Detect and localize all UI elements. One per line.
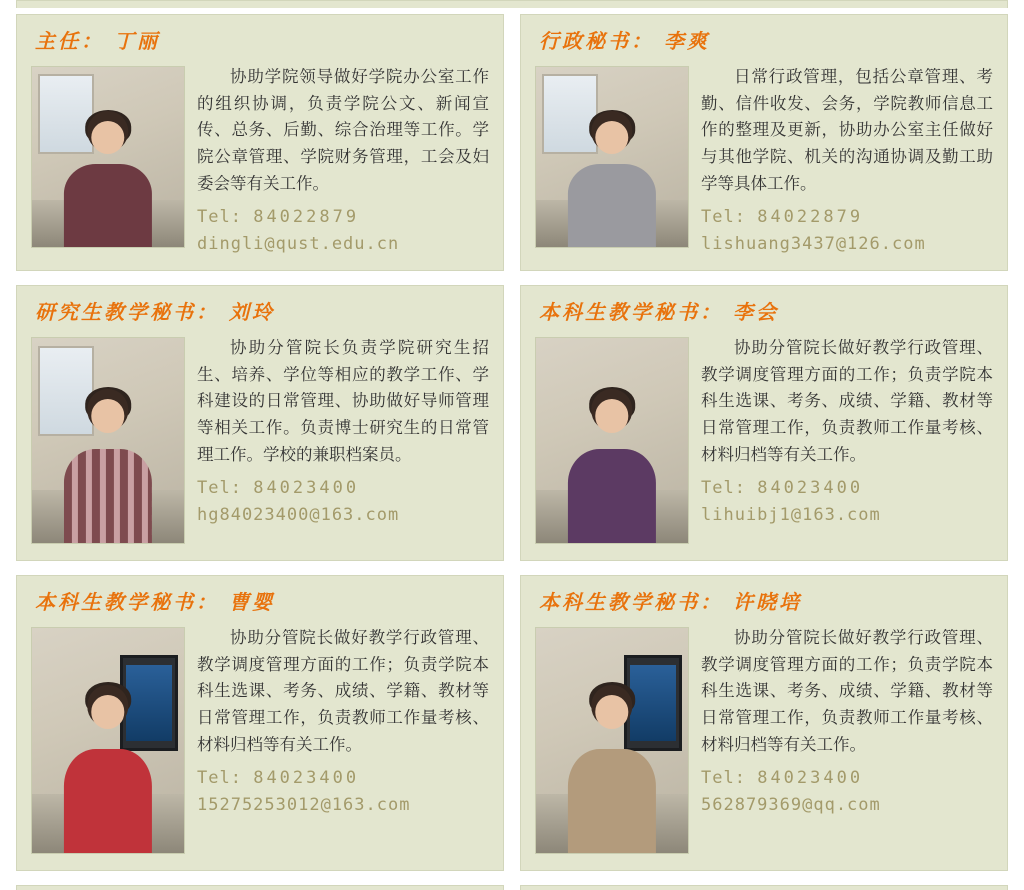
tel-value: 84023400 <box>253 767 360 788</box>
staff-email[interactable]: 562879369@qq.com <box>701 794 881 815</box>
staff-title: 研究生教学秘书： 刘玲 <box>35 299 275 324</box>
staff-description: 日常行政管理，包括公章管理、考勤、信件收发、会务，学院教师信息工作的整理及更新，协助办公室主任做好与其他学院、机关的沟通协调及勤工助学等具体工作。 <box>701 67 993 193</box>
staff-title: 本科生教学秘书： 李会 <box>539 299 779 324</box>
staff-card[interactable] <box>520 285 1008 561</box>
staff-body <box>31 333 489 548</box>
staff-body <box>535 333 993 548</box>
staff-body <box>31 623 489 858</box>
staff-card-partial[interactable] <box>520 885 1008 890</box>
staff-email[interactable]: hg84023400@163.com <box>197 504 400 525</box>
tel-value: 84023400 <box>253 477 360 498</box>
staff-description: 协助分管院长做好教学行政管理、教学调度管理方面的工作；负责学院本科生选课、考务、成绩、学籍、教材等日常管理工作，负责教师工作量考核、材料归档等有关工作。 <box>701 337 993 464</box>
staff-title: 主任： 丁丽 <box>35 29 160 53</box>
staff-body <box>31 62 489 258</box>
tel-label: Tel: <box>197 767 242 788</box>
staff-card[interactable] <box>16 14 504 271</box>
staff-email[interactable]: lihuibj1@163.com <box>701 504 881 525</box>
staff-card[interactable] <box>520 575 1008 871</box>
staff-card[interactable] <box>16 575 504 871</box>
staff-photo <box>535 66 689 248</box>
staff-title: 本科生教学秘书： 曹婴 <box>35 589 275 614</box>
staff-card-grid <box>0 14 1024 871</box>
tel-label: Tel: <box>701 767 746 788</box>
staff-photo <box>535 627 689 854</box>
staff-email[interactable]: lishuang3437@126.com <box>701 233 926 254</box>
staff-photo <box>31 627 185 854</box>
staff-card[interactable] <box>16 285 504 561</box>
staff-title: 行政秘书： 李爽 <box>539 29 710 53</box>
tel-value: 84023400 <box>757 477 864 498</box>
tel-value: 84023400 <box>757 767 864 788</box>
staff-card[interactable] <box>520 14 1008 271</box>
tel-label: Tel: <box>701 477 746 498</box>
tel-value: 84022879 <box>757 206 864 227</box>
staff-email[interactable]: dingli@qust.edu.cn <box>197 233 400 254</box>
staff-description: 协助分管院长做好教学行政管理、教学调度管理方面的工作；负责学院本科生选课、考务、成绩、学籍、教材等日常管理工作，负责教师工作量考核、材料归档等有关工作。 <box>701 627 993 754</box>
staff-photo <box>31 337 185 544</box>
tel-label: Tel: <box>197 477 242 498</box>
top-card-sliver <box>16 0 1008 8</box>
tel-label: Tel: <box>701 206 746 227</box>
staff-photo <box>31 66 185 248</box>
staff-body <box>535 623 993 858</box>
tel-value: 84022879 <box>253 206 360 227</box>
staff-email[interactable]: 15275253012@163.com <box>197 794 411 815</box>
staff-description: 协助分管院长负责学院研究生招生、培养、学位等相应的教学工作、学科建设的日常管理、协助做好导师管理等相关工作。负责博士研究生的日常管理工作。学校的兼职档案员。 <box>197 337 489 464</box>
next-row-partial <box>0 885 1024 890</box>
staff-description: 协助学院领导做好学院办公室工作的组织协调，负责学院公文、新闻宣传、总务、后勤、综合治理等工作。学院公章管理、学院财务管理，工会及妇委会等有关工作。 <box>197 67 489 193</box>
tel-label: Tel: <box>197 206 242 227</box>
staff-description: 协助分管院长做好教学行政管理、教学调度管理方面的工作；负责学院本科生选课、考务、成绩、学籍、教材等日常管理工作，负责教师工作量考核、材料归档等有关工作。 <box>197 627 489 754</box>
staff-body <box>535 62 993 258</box>
staff-photo <box>535 337 689 544</box>
staff-card-partial[interactable] <box>16 885 504 890</box>
staff-title: 本科生教学秘书： 许晓培 <box>539 589 802 614</box>
